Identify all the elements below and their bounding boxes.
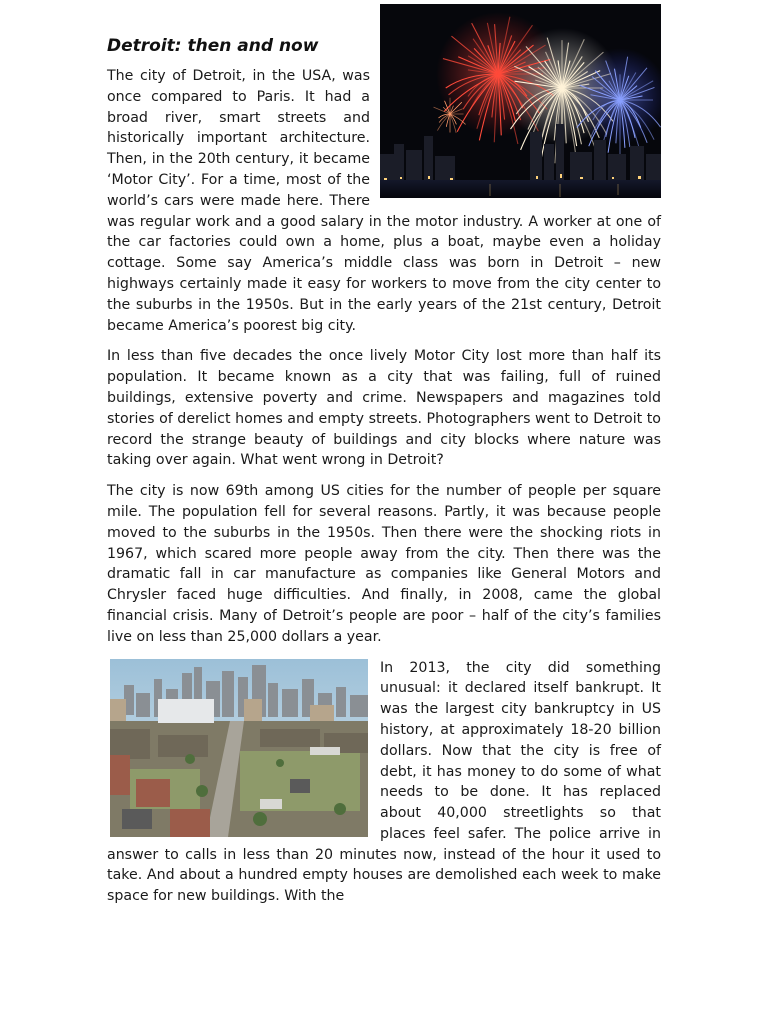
article (107, 34, 661, 917)
paragraph-1: The city of Detroit, in the USA, was once compared to Paris. It had a broad river, smart streets and historically important architecture. Then, in the 20th century, it became ‘Motor City’. For a time, most of the world’s cars were made here. There was regular work and a good salary in the motor industry. A worker at one of the car factories could own a home, plus a boat, maybe even a holiday cottage. Some say America’s middle class was born in Detroit – new highways certainly made it easy for workers to move from the city center to the suburbs in the 1950s. But in the early years of the 21st century, Detroit became America’s poorest big city. (107, 68, 661, 334)
aerial-city-photo (110, 659, 368, 837)
paragraph-4: In 2013, the city did something unusual: it declared itself bankrupt. It was the largest city bankruptcy in US history, at approximately 18-20 billion dollars. Now that the city is free of debt, it has money to do some of what needs to be done. It has replaced about 40,000 streetlights so that places feel safer. The police arrive in answer to calls in less than 20 minutes now, instead of the hour it used to take. And about a hundred empty houses are demolished each week to make space for new buildings. With the (107, 659, 661, 905)
paragraph-3: The city is now 69th among US cities for the number of people per square mile. The population fell for several reasons. Partly, it was because people moved to the suburbs in the 1950s. Then there were the shocking riots in 1967, which scared more people away from the city. Then there was the dramatic fall in car manufacture as companies like General Motors and Chrysler faced huge difficulties. And finally, in 2008, came the global financial crisis. Many of Detroit’s people are poor – half of the city’s families live on less than 25,000 dollars a year. (107, 483, 661, 645)
paragraph-2: In less than five decades the once lively Motor City lost more than half its population. It became known as a city that was failing, full of ruined buildings, extensive poverty and crime. Newspapers and magazines told stories of derelict homes and empty streets. Photographers went to Detroit to record the strange beauty of buildings and city blocks where nature was taking over again. What went wrong in Detroit? (107, 348, 661, 469)
article-title: Detroit: then and now (107, 36, 319, 56)
fireworks-photo (380, 4, 661, 198)
